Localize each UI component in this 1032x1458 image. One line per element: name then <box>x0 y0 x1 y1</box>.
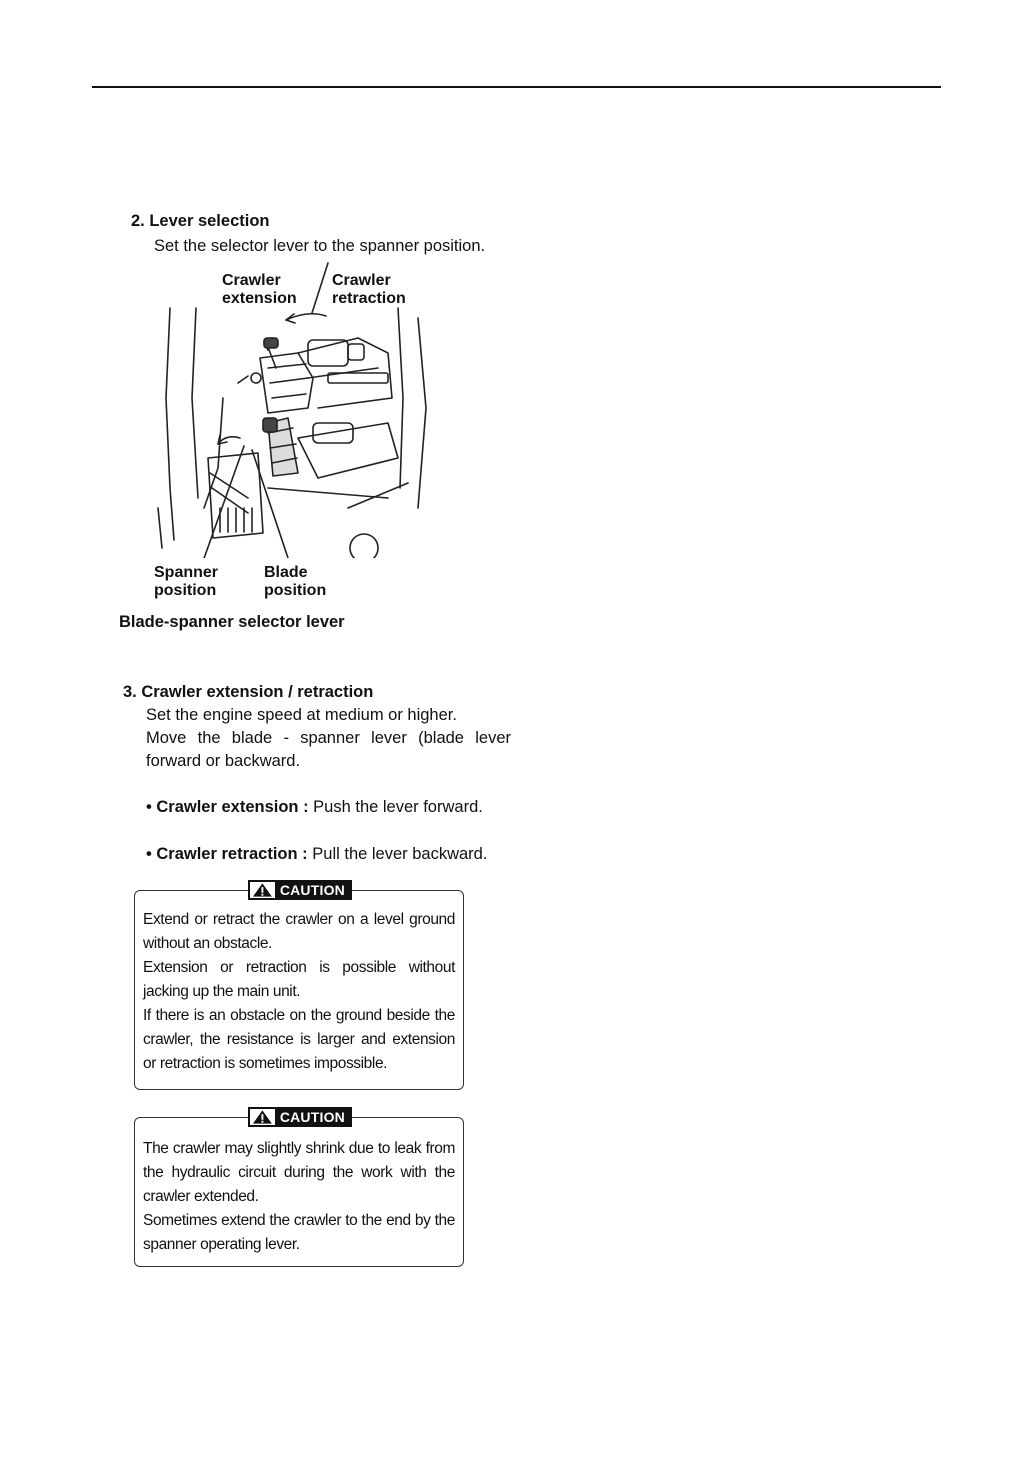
caution-label: CAUTION <box>275 882 350 898</box>
warning-icon <box>252 1109 273 1125</box>
label-crawler-extension: Crawler extension <box>222 272 297 307</box>
section-2-heading: 2. Lever selection <box>131 212 270 230</box>
section-3-line-1: Set the engine speed at medium or higher. <box>146 706 457 724</box>
label-blade-position: Blade position <box>264 564 327 599</box>
header-rule <box>92 86 941 88</box>
figure-caption: Blade-spanner selector lever <box>119 613 345 631</box>
section-3-heading: 3. Crawler extension / retraction <box>123 683 374 701</box>
bullet-crawler-extension: • Crawler extension : Push the lever forward. <box>146 798 483 816</box>
caution-1-line: jacking up the main unit. <box>143 983 301 1000</box>
warning-icon <box>252 882 273 898</box>
caution-1-line: or retraction is sometimes impossible. <box>143 1055 388 1072</box>
section-2-body: Set the selector lever to the spanner position. <box>154 237 486 255</box>
section-3-line-3: forward or backward. <box>146 752 301 770</box>
caution-1-line: Extend or retract the crawler on a level ground <box>143 911 455 928</box>
caution-2-line: the hydraulic circuit during the work with the <box>143 1164 455 1181</box>
selector-lever-illustration <box>148 258 438 558</box>
caution-label: CAUTION <box>275 1109 350 1125</box>
caution-1-line: crawler, the resistance is larger and extension <box>143 1031 455 1048</box>
section-3-line-2: Move the blade - spanner lever (blade lever <box>146 729 511 747</box>
caution-badge-2 <box>248 1107 352 1127</box>
label-crawler-retraction: Crawler retraction <box>332 272 406 307</box>
caution-2-line: Sometimes extend the crawler to the end by the <box>143 1212 455 1229</box>
caution-1-line: Extension or retraction is possible without <box>143 959 455 976</box>
caution-1-line: If there is an obstacle on the ground beside the <box>143 1007 455 1024</box>
caution-1-line: without an obstacle. <box>143 935 273 952</box>
caution-2-line: crawler extended. <box>143 1188 259 1205</box>
caution-badge-1 <box>248 880 352 900</box>
caution-2-line: spanner operating lever. <box>143 1236 300 1253</box>
bullet-crawler-retraction: • Crawler retraction : Pull the lever backward. <box>146 845 488 863</box>
label-spanner-position: Spanner position <box>154 564 219 599</box>
caution-2-line: The crawler may slightly shrink due to leak from <box>143 1140 455 1157</box>
